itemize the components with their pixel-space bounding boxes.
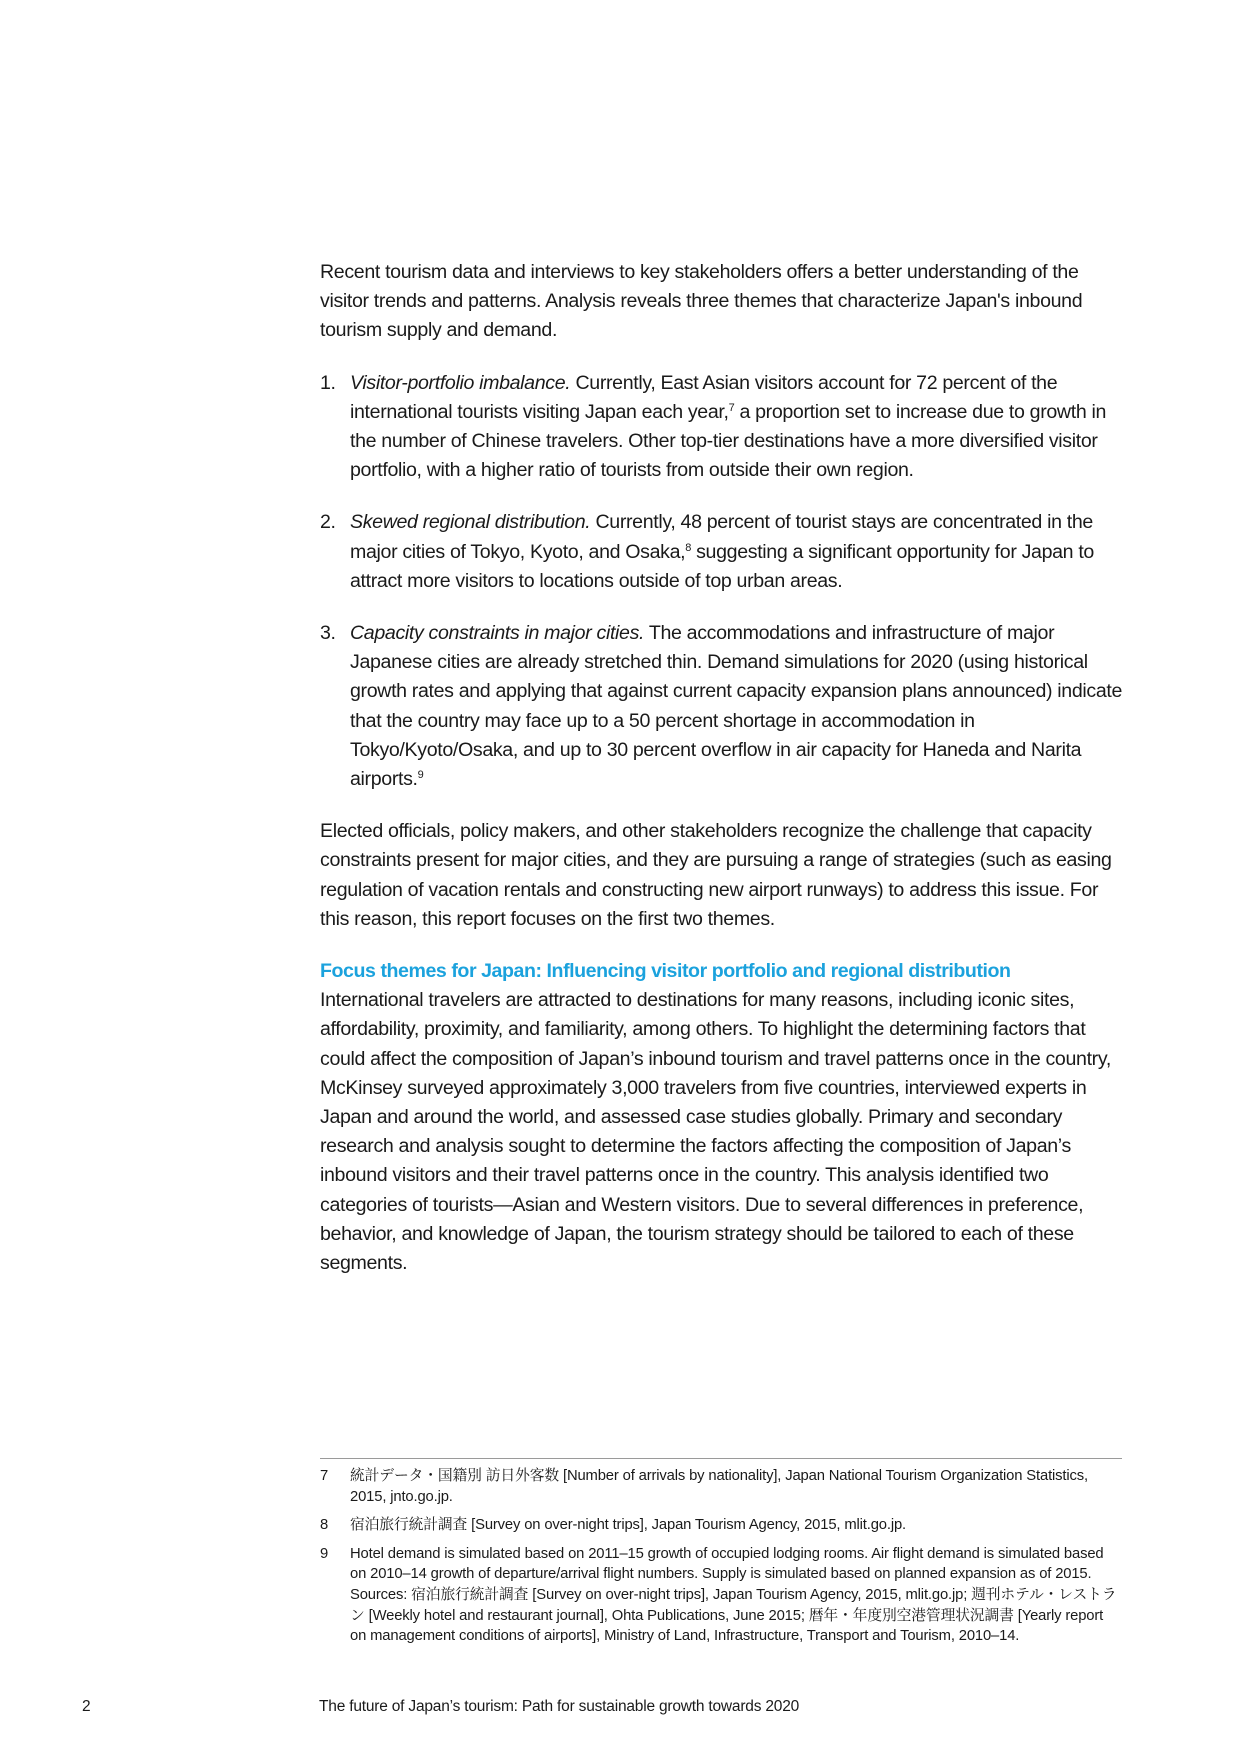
theme-item	[320, 619, 1122, 794]
intro-paragraph: Recent tourism data and interviews to key stakeholders offers a better understanding of the visitor trends and patterns. Analysis reveals three themes that characterize Japan's inbound tourism supply and demand.	[320, 261, 1083, 342]
theme-number: 3.	[320, 622, 336, 645]
main-content	[320, 258, 1122, 1278]
footnote-text: Hotel demand is simulated based on 2011–15 growth of occupied lodging rooms. Air flight demand is simulated based on 2010–14 growth of departure/arrival flight numbers. Supply is simulated based on planned expansion as of 2015. Sources: 宿泊旅行統計調査 [Survey on over-night trips], Japan Tourism Agency, 2015, mlit.go.jp; 週刊ホテル・レストラン [Weekly hotel and restaurant journal], Ohta Publications, June 2015; 暦年・年度別空港管理状況調書 [Yearly report on management conditions of airports], Ministry of Land, Infrastructure, Transport and Tourism, 2010–14.	[350, 1545, 1117, 1645]
theme-text: The accommodations and infrastructure of major Japanese cities are already stretched thin. Demand simulations for 2020 (using historical growth rates and applying that against current capacity expansion plans announced) indicate that the country may face up to a 50 percent shortage in accommodation in Tokyo/Kyoto/Osaka, and up to 30 percent overflow in air capacity for Haneda and Narita airports.	[350, 622, 1123, 791]
theme-text-continued: suggesting a significant opportunity for Japan to attract more visitors to locations outside of top urban areas.	[350, 540, 1094, 592]
theme-text: Currently, East Asian visitors account for 72 percent of the international tourists visiting Japan each year,	[350, 371, 1058, 423]
footnote-ref: 7	[728, 401, 735, 414]
footnote-number: 9	[320, 1545, 329, 1562]
footnote-text: 統計データ・国籍別 訪日外客数 [Number of arrivals by nationality], Japan National Tourism Organization Statistics, 2015, jnto.go.jp.	[350, 1468, 1088, 1505]
footnote-text: 宿泊旅行統計調査 [Survey on over-night trips], Japan Tourism Agency, 2015, mlit.go.jp.	[350, 1517, 907, 1534]
theme-text-continued: a proportion set to increase due to growth in the number of Chinese travelers. Other top-tier destinations have a more diversified visitor portfolio, with a higher ratio of tourists from outside their own region.	[350, 400, 1107, 482]
section-paragraph: International travelers are attracted to destinations for many reasons, including iconic sites, affordability, proximity, and familiarity, among others. To highlight the determining factors that could affect the composition of Japan’s inbound tourism and travel patterns once in the country, McKinsey surveyed approximately 3,000 travelers from five countries, interviewed experts in Japan and around the world, and assessed case studies globally. Primary and secondary research and analysis sought to determine the factors affecting the composition of Japan’s inbound visitors and their travel patterns once in the country. This analysis identified two categories of tourists—Asian and Western visitors. Due to several differences in preference, behavior, and knowledge of Japan, the tourism strategy should be tailored to each of these segments.	[320, 989, 1111, 1275]
elected-officials-paragraph: Elected officials, policy makers, and other stakeholders recognize the challenge that capacity constraints present for major cities, and they are pursuing a range of strategies (such as easing regulation of vacation rentals and constructing new airport runways) to address this issue. For this reason, this report focuses on the first two themes.	[320, 820, 1112, 930]
footnote	[320, 1466, 1122, 1507]
theme-lead: Visitor-portfolio imbalance.	[350, 371, 571, 394]
theme-number: 2.	[320, 511, 336, 534]
theme-lead: Skewed regional distribution.	[350, 511, 591, 534]
footnote-ref: 9	[417, 769, 424, 782]
footnote	[320, 1515, 1122, 1536]
footnote-number: 8	[320, 1517, 329, 1534]
themes-list	[320, 369, 1122, 795]
theme-item	[320, 369, 1122, 486]
footnote	[320, 1544, 1122, 1647]
footnotes	[320, 1458, 1122, 1655]
footer-title: The future of Japan’s tourism: Path for sustainable growth towards 2020	[319, 1698, 800, 1715]
theme-text: Currently, 48 percent of tourist stays are concentrated in the major cities of Tokyo, Kyoto, and Osaka,	[350, 511, 1093, 563]
section-heading: Focus themes for Japan: Influencing visitor portfolio and regional distribution	[320, 960, 1011, 983]
footnote-ref: 8	[685, 541, 692, 554]
footnote-number: 7	[320, 1468, 329, 1484]
theme-number: 1.	[320, 371, 336, 394]
theme-lead: Capacity constraints in major cities.	[350, 622, 645, 645]
theme-item	[320, 508, 1122, 596]
page-number: 2	[82, 1698, 91, 1715]
